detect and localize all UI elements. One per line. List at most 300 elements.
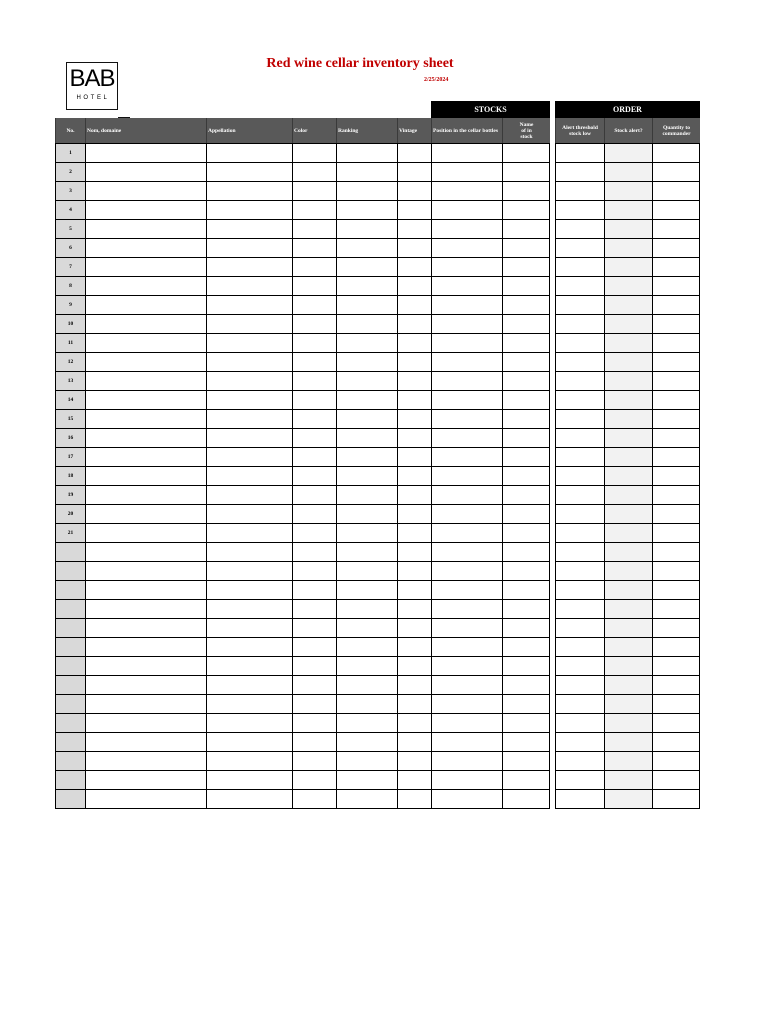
cell-appellation[interactable] (206, 580, 292, 599)
cell-appellation[interactable] (206, 485, 292, 504)
cell-quantity[interactable] (652, 751, 700, 770)
cell-name-of-stock[interactable] (502, 504, 550, 523)
cell-appellation[interactable] (206, 162, 292, 181)
cell-appellation[interactable] (206, 390, 292, 409)
cell-position[interactable] (431, 770, 502, 789)
cell-appellation[interactable] (206, 789, 292, 808)
cell-name[interactable] (85, 371, 206, 390)
cell-alert-threshold[interactable] (555, 257, 604, 276)
cell-name[interactable] (85, 618, 206, 637)
cell-color[interactable] (292, 238, 336, 257)
cell-quantity[interactable] (652, 352, 700, 371)
cell-appellation[interactable] (206, 637, 292, 656)
cell-name-of-stock[interactable] (502, 409, 550, 428)
cell-position[interactable] (431, 637, 502, 656)
cell-alert-threshold[interactable] (555, 694, 604, 713)
cell-vintage[interactable] (397, 390, 431, 409)
cell-color[interactable] (292, 675, 336, 694)
cell-name-of-stock[interactable] (502, 333, 550, 352)
cell-quantity[interactable] (652, 219, 700, 238)
cell-position[interactable] (431, 732, 502, 751)
cell-vintage[interactable] (397, 713, 431, 732)
cell-name-of-stock[interactable] (502, 751, 550, 770)
cell-ranking[interactable] (336, 656, 397, 675)
cell-appellation[interactable] (206, 409, 292, 428)
cell-appellation[interactable] (206, 561, 292, 580)
cell-name-of-stock[interactable] (502, 181, 550, 200)
cell-quantity[interactable] (652, 523, 700, 542)
cell-appellation[interactable] (206, 599, 292, 618)
cell-quantity[interactable] (652, 618, 700, 637)
cell-color[interactable] (292, 390, 336, 409)
cell-stock-alert[interactable] (604, 257, 652, 276)
cell-color[interactable] (292, 770, 336, 789)
cell-ranking[interactable] (336, 257, 397, 276)
cell-color[interactable] (292, 447, 336, 466)
cell-color[interactable] (292, 295, 336, 314)
cell-vintage[interactable] (397, 789, 431, 808)
cell-name-of-stock[interactable] (502, 561, 550, 580)
cell-vintage[interactable] (397, 143, 431, 162)
cell-color[interactable] (292, 466, 336, 485)
cell-color[interactable] (292, 580, 336, 599)
cell-vintage[interactable] (397, 181, 431, 200)
cell-stock-alert[interactable] (604, 295, 652, 314)
cell-name[interactable] (85, 428, 206, 447)
cell-color[interactable] (292, 542, 336, 561)
cell-alert-threshold[interactable] (555, 561, 604, 580)
cell-appellation[interactable] (206, 770, 292, 789)
cell-ranking[interactable] (336, 580, 397, 599)
cell-vintage[interactable] (397, 219, 431, 238)
cell-name[interactable] (85, 181, 206, 200)
cell-ranking[interactable] (336, 143, 397, 162)
cell-alert-threshold[interactable] (555, 751, 604, 770)
cell-vintage[interactable] (397, 504, 431, 523)
cell-alert-threshold[interactable] (555, 447, 604, 466)
cell-position[interactable] (431, 580, 502, 599)
cell-color[interactable] (292, 751, 336, 770)
cell-appellation[interactable] (206, 523, 292, 542)
cell-stock-alert[interactable] (604, 276, 652, 295)
cell-quantity[interactable] (652, 447, 700, 466)
cell-color[interactable] (292, 371, 336, 390)
cell-ranking[interactable] (336, 181, 397, 200)
cell-position[interactable] (431, 561, 502, 580)
cell-name[interactable] (85, 523, 206, 542)
cell-name[interactable] (85, 390, 206, 409)
cell-alert-threshold[interactable] (555, 675, 604, 694)
cell-vintage[interactable] (397, 485, 431, 504)
cell-position[interactable] (431, 257, 502, 276)
cell-vintage[interactable] (397, 162, 431, 181)
cell-position[interactable] (431, 428, 502, 447)
cell-vintage[interactable] (397, 732, 431, 751)
cell-color[interactable] (292, 333, 336, 352)
cell-ranking[interactable] (336, 314, 397, 333)
cell-name[interactable] (85, 713, 206, 732)
cell-name-of-stock[interactable] (502, 466, 550, 485)
cell-appellation[interactable] (206, 352, 292, 371)
cell-stock-alert[interactable] (604, 352, 652, 371)
cell-name[interactable] (85, 409, 206, 428)
cell-name[interactable] (85, 314, 206, 333)
cell-quantity[interactable] (652, 732, 700, 751)
cell-alert-threshold[interactable] (555, 390, 604, 409)
cell-name-of-stock[interactable] (502, 295, 550, 314)
cell-quantity[interactable] (652, 428, 700, 447)
cell-appellation[interactable] (206, 238, 292, 257)
cell-color[interactable] (292, 732, 336, 751)
cell-stock-alert[interactable] (604, 561, 652, 580)
cell-alert-threshold[interactable] (555, 770, 604, 789)
cell-appellation[interactable] (206, 694, 292, 713)
cell-alert-threshold[interactable] (555, 523, 604, 542)
cell-quantity[interactable] (652, 238, 700, 257)
cell-color[interactable] (292, 561, 336, 580)
cell-ranking[interactable] (336, 732, 397, 751)
cell-quantity[interactable] (652, 257, 700, 276)
cell-appellation[interactable] (206, 276, 292, 295)
cell-ranking[interactable] (336, 447, 397, 466)
cell-appellation[interactable] (206, 675, 292, 694)
cell-vintage[interactable] (397, 238, 431, 257)
cell-alert-threshold[interactable] (555, 219, 604, 238)
cell-appellation[interactable] (206, 143, 292, 162)
cell-alert-threshold[interactable] (555, 637, 604, 656)
cell-alert-threshold[interactable] (555, 542, 604, 561)
cell-ranking[interactable] (336, 485, 397, 504)
cell-name-of-stock[interactable] (502, 162, 550, 181)
cell-name-of-stock[interactable] (502, 675, 550, 694)
cell-alert-threshold[interactable] (555, 656, 604, 675)
cell-alert-threshold[interactable] (555, 181, 604, 200)
cell-vintage[interactable] (397, 333, 431, 352)
cell-stock-alert[interactable] (604, 580, 652, 599)
cell-stock-alert[interactable] (604, 599, 652, 618)
cell-color[interactable] (292, 314, 336, 333)
cell-vintage[interactable] (397, 314, 431, 333)
cell-name[interactable] (85, 542, 206, 561)
cell-alert-threshold[interactable] (555, 466, 604, 485)
cell-position[interactable] (431, 143, 502, 162)
cell-alert-threshold[interactable] (555, 295, 604, 314)
cell-vintage[interactable] (397, 200, 431, 219)
cell-alert-threshold[interactable] (555, 504, 604, 523)
cell-stock-alert[interactable] (604, 390, 652, 409)
cell-appellation[interactable] (206, 428, 292, 447)
cell-name-of-stock[interactable] (502, 390, 550, 409)
cell-position[interactable] (431, 295, 502, 314)
cell-name-of-stock[interactable] (502, 599, 550, 618)
cell-ranking[interactable] (336, 219, 397, 238)
cell-quantity[interactable] (652, 485, 700, 504)
cell-color[interactable] (292, 713, 336, 732)
cell-alert-threshold[interactable] (555, 599, 604, 618)
cell-vintage[interactable] (397, 447, 431, 466)
cell-quantity[interactable] (652, 276, 700, 295)
cell-vintage[interactable] (397, 599, 431, 618)
cell-name-of-stock[interactable] (502, 770, 550, 789)
cell-name[interactable] (85, 276, 206, 295)
cell-alert-threshold[interactable] (555, 618, 604, 637)
cell-name[interactable] (85, 447, 206, 466)
cell-name-of-stock[interactable] (502, 618, 550, 637)
cell-vintage[interactable] (397, 276, 431, 295)
cell-position[interactable] (431, 276, 502, 295)
cell-color[interactable] (292, 637, 336, 656)
cell-color[interactable] (292, 789, 336, 808)
cell-ranking[interactable] (336, 789, 397, 808)
cell-ranking[interactable] (336, 618, 397, 637)
cell-name[interactable] (85, 599, 206, 618)
cell-name-of-stock[interactable] (502, 257, 550, 276)
cell-stock-alert[interactable] (604, 181, 652, 200)
cell-position[interactable] (431, 238, 502, 257)
cell-color[interactable] (292, 485, 336, 504)
cell-name[interactable] (85, 238, 206, 257)
cell-quantity[interactable] (652, 314, 700, 333)
cell-position[interactable] (431, 352, 502, 371)
cell-alert-threshold[interactable] (555, 238, 604, 257)
cell-vintage[interactable] (397, 580, 431, 599)
cell-name-of-stock[interactable] (502, 200, 550, 219)
cell-vintage[interactable] (397, 694, 431, 713)
cell-vintage[interactable] (397, 561, 431, 580)
cell-stock-alert[interactable] (604, 143, 652, 162)
cell-vintage[interactable] (397, 675, 431, 694)
cell-ranking[interactable] (336, 238, 397, 257)
cell-ranking[interactable] (336, 390, 397, 409)
cell-name-of-stock[interactable] (502, 428, 550, 447)
cell-ranking[interactable] (336, 542, 397, 561)
cell-name[interactable] (85, 751, 206, 770)
cell-name-of-stock[interactable] (502, 352, 550, 371)
cell-quantity[interactable] (652, 466, 700, 485)
cell-name-of-stock[interactable] (502, 485, 550, 504)
cell-ranking[interactable] (336, 504, 397, 523)
cell-color[interactable] (292, 219, 336, 238)
cell-quantity[interactable] (652, 675, 700, 694)
cell-ranking[interactable] (336, 751, 397, 770)
cell-quantity[interactable] (652, 542, 700, 561)
cell-ranking[interactable] (336, 276, 397, 295)
cell-stock-alert[interactable] (604, 789, 652, 808)
cell-position[interactable] (431, 542, 502, 561)
cell-alert-threshold[interactable] (555, 333, 604, 352)
cell-ranking[interactable] (336, 162, 397, 181)
cell-color[interactable] (292, 656, 336, 675)
cell-vintage[interactable] (397, 409, 431, 428)
cell-quantity[interactable] (652, 504, 700, 523)
cell-name-of-stock[interactable] (502, 637, 550, 656)
cell-appellation[interactable] (206, 542, 292, 561)
cell-name-of-stock[interactable] (502, 314, 550, 333)
cell-name[interactable] (85, 333, 206, 352)
cell-name[interactable] (85, 675, 206, 694)
cell-stock-alert[interactable] (604, 656, 652, 675)
cell-position[interactable] (431, 466, 502, 485)
cell-name-of-stock[interactable] (502, 238, 550, 257)
cell-ranking[interactable] (336, 200, 397, 219)
cell-ranking[interactable] (336, 713, 397, 732)
cell-position[interactable] (431, 333, 502, 352)
cell-name-of-stock[interactable] (502, 219, 550, 238)
cell-name[interactable] (85, 580, 206, 599)
cell-ranking[interactable] (336, 333, 397, 352)
cell-color[interactable] (292, 162, 336, 181)
cell-color[interactable] (292, 409, 336, 428)
cell-stock-alert[interactable] (604, 770, 652, 789)
cell-appellation[interactable] (206, 219, 292, 238)
cell-alert-threshold[interactable] (555, 732, 604, 751)
cell-appellation[interactable] (206, 333, 292, 352)
cell-name[interactable] (85, 162, 206, 181)
cell-name-of-stock[interactable] (502, 542, 550, 561)
cell-quantity[interactable] (652, 770, 700, 789)
cell-quantity[interactable] (652, 637, 700, 656)
cell-appellation[interactable] (206, 713, 292, 732)
cell-vintage[interactable] (397, 656, 431, 675)
cell-stock-alert[interactable] (604, 409, 652, 428)
cell-name[interactable] (85, 656, 206, 675)
cell-position[interactable] (431, 789, 502, 808)
cell-quantity[interactable] (652, 656, 700, 675)
cell-position[interactable] (431, 447, 502, 466)
cell-name[interactable] (85, 504, 206, 523)
cell-quantity[interactable] (652, 713, 700, 732)
cell-alert-threshold[interactable] (555, 276, 604, 295)
cell-name[interactable] (85, 219, 206, 238)
cell-position[interactable] (431, 751, 502, 770)
cell-stock-alert[interactable] (604, 751, 652, 770)
cell-vintage[interactable] (397, 637, 431, 656)
cell-name[interactable] (85, 295, 206, 314)
cell-name[interactable] (85, 143, 206, 162)
cell-name[interactable] (85, 637, 206, 656)
cell-color[interactable] (292, 352, 336, 371)
cell-appellation[interactable] (206, 504, 292, 523)
cell-stock-alert[interactable] (604, 333, 652, 352)
cell-quantity[interactable] (652, 580, 700, 599)
cell-stock-alert[interactable] (604, 694, 652, 713)
cell-name-of-stock[interactable] (502, 580, 550, 599)
cell-position[interactable] (431, 200, 502, 219)
cell-color[interactable] (292, 257, 336, 276)
cell-quantity[interactable] (652, 162, 700, 181)
cell-color[interactable] (292, 694, 336, 713)
cell-stock-alert[interactable] (604, 523, 652, 542)
cell-stock-alert[interactable] (604, 371, 652, 390)
cell-position[interactable] (431, 409, 502, 428)
cell-appellation[interactable] (206, 181, 292, 200)
cell-ranking[interactable] (336, 770, 397, 789)
cell-alert-threshold[interactable] (555, 580, 604, 599)
cell-position[interactable] (431, 485, 502, 504)
cell-quantity[interactable] (652, 409, 700, 428)
cell-ranking[interactable] (336, 466, 397, 485)
cell-position[interactable] (431, 371, 502, 390)
cell-stock-alert[interactable] (604, 428, 652, 447)
cell-ranking[interactable] (336, 371, 397, 390)
cell-quantity[interactable] (652, 200, 700, 219)
cell-stock-alert[interactable] (604, 447, 652, 466)
cell-alert-threshold[interactable] (555, 485, 604, 504)
cell-quantity[interactable] (652, 371, 700, 390)
cell-vintage[interactable] (397, 257, 431, 276)
cell-color[interactable] (292, 504, 336, 523)
cell-stock-alert[interactable] (604, 542, 652, 561)
cell-quantity[interactable] (652, 333, 700, 352)
cell-position[interactable] (431, 675, 502, 694)
cell-name[interactable] (85, 732, 206, 751)
cell-vintage[interactable] (397, 428, 431, 447)
cell-vintage[interactable] (397, 371, 431, 390)
cell-position[interactable] (431, 694, 502, 713)
cell-name[interactable] (85, 352, 206, 371)
cell-appellation[interactable] (206, 656, 292, 675)
cell-color[interactable] (292, 599, 336, 618)
cell-stock-alert[interactable] (604, 713, 652, 732)
cell-stock-alert[interactable] (604, 637, 652, 656)
cell-name[interactable] (85, 466, 206, 485)
cell-appellation[interactable] (206, 466, 292, 485)
cell-name-of-stock[interactable] (502, 371, 550, 390)
cell-position[interactable] (431, 314, 502, 333)
cell-vintage[interactable] (397, 618, 431, 637)
cell-ranking[interactable] (336, 637, 397, 656)
cell-name[interactable] (85, 200, 206, 219)
cell-alert-threshold[interactable] (555, 409, 604, 428)
cell-quantity[interactable] (652, 181, 700, 200)
cell-appellation[interactable] (206, 732, 292, 751)
cell-color[interactable] (292, 428, 336, 447)
cell-quantity[interactable] (652, 295, 700, 314)
cell-name[interactable] (85, 694, 206, 713)
cell-position[interactable] (431, 390, 502, 409)
cell-appellation[interactable] (206, 314, 292, 333)
cell-stock-alert[interactable] (604, 238, 652, 257)
cell-position[interactable] (431, 181, 502, 200)
cell-quantity[interactable] (652, 694, 700, 713)
cell-alert-threshold[interactable] (555, 314, 604, 333)
cell-position[interactable] (431, 162, 502, 181)
cell-ranking[interactable] (336, 409, 397, 428)
cell-name-of-stock[interactable] (502, 523, 550, 542)
cell-name-of-stock[interactable] (502, 447, 550, 466)
cell-name-of-stock[interactable] (502, 143, 550, 162)
cell-alert-threshold[interactable] (555, 371, 604, 390)
cell-ranking[interactable] (336, 523, 397, 542)
cell-vintage[interactable] (397, 542, 431, 561)
cell-vintage[interactable] (397, 352, 431, 371)
cell-color[interactable] (292, 618, 336, 637)
cell-ranking[interactable] (336, 561, 397, 580)
cell-appellation[interactable] (206, 200, 292, 219)
cell-alert-threshold[interactable] (555, 200, 604, 219)
cell-appellation[interactable] (206, 618, 292, 637)
cell-appellation[interactable] (206, 447, 292, 466)
cell-quantity[interactable] (652, 561, 700, 580)
cell-color[interactable] (292, 143, 336, 162)
cell-name[interactable] (85, 561, 206, 580)
cell-name[interactable] (85, 789, 206, 808)
cell-name-of-stock[interactable] (502, 732, 550, 751)
cell-vintage[interactable] (397, 466, 431, 485)
cell-stock-alert[interactable] (604, 618, 652, 637)
cell-alert-threshold[interactable] (555, 428, 604, 447)
cell-name[interactable] (85, 257, 206, 276)
